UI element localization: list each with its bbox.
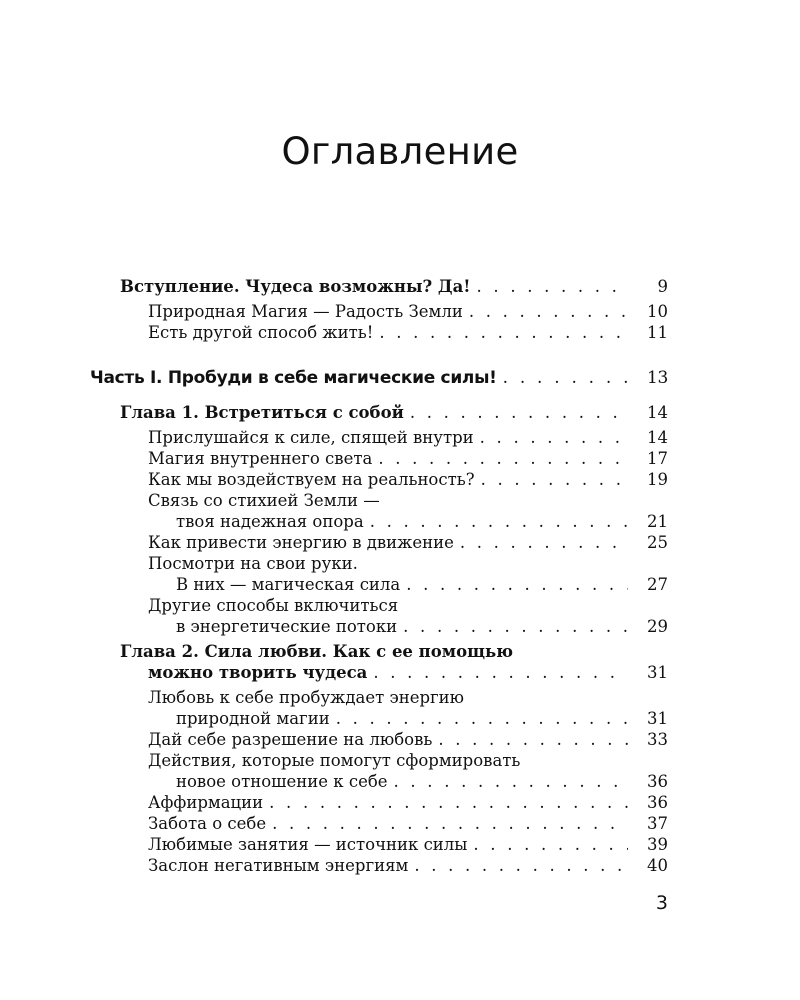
toc-entry[interactable] <box>148 533 668 553</box>
chapter-title: . Сила любви. Как с ее помощью <box>193 642 514 661</box>
toc-entry[interactable] <box>176 575 668 595</box>
entry-label: Любимые занятия — источник силы <box>148 835 468 854</box>
page-ref: 31 <box>647 709 668 728</box>
leader-dots <box>403 617 628 637</box>
toc-entry-intro[interactable] <box>120 277 668 297</box>
chapter-title-line-2: можно творить чудеса <box>148 663 368 682</box>
page-ref: 10 <box>647 302 668 321</box>
entry-label: твоя надежная опора <box>176 512 364 531</box>
entry-label: Забота о себе <box>148 814 267 833</box>
toc-entry[interactable] <box>148 428 668 448</box>
leader-dots <box>480 428 628 448</box>
page-ref: 39 <box>647 835 668 854</box>
leader-dots <box>373 663 628 683</box>
page-title: Оглавление <box>281 130 519 173</box>
toc-entry[interactable] <box>148 449 668 469</box>
leader-dots <box>272 814 628 834</box>
intro-lead: Вступление <box>120 277 234 296</box>
entry-label: Дай себе разрешение на любовь <box>148 730 433 749</box>
entry-label: Есть другой способ жить! <box>148 323 374 342</box>
toc-entry-chapter-2-line-1[interactable] <box>120 642 513 662</box>
page-ref: 9 <box>657 277 668 296</box>
page-ref: 29 <box>647 617 668 636</box>
leader-dots <box>410 403 628 423</box>
entry-label-line: Любовь к себе пробуждает энергию <box>148 688 465 707</box>
leader-dots <box>394 772 628 792</box>
page-ref: 27 <box>647 575 668 594</box>
page-ref: 17 <box>647 449 668 468</box>
entry-label: В них — магическая сила <box>176 575 401 594</box>
toc-entry[interactable] <box>148 470 668 490</box>
toc-entry-chapter-2[interactable] <box>148 663 668 683</box>
page-ref: 33 <box>647 730 668 749</box>
leader-dots <box>473 835 628 855</box>
leader-dots <box>503 368 628 388</box>
toc-entry[interactable] <box>148 793 668 813</box>
leader-dots <box>460 533 628 553</box>
toc-entry[interactable] <box>148 856 668 876</box>
page-ref: 40 <box>647 856 668 875</box>
toc-entry[interactable] <box>176 709 668 729</box>
part-title: . Пробуди в себе магические силы! <box>156 368 497 388</box>
entry-label-line: Посмотри на свои руки. <box>148 554 358 573</box>
toc-entry[interactable] <box>176 512 668 532</box>
leader-dots <box>336 709 628 729</box>
page-ref: 37 <box>647 814 668 833</box>
entry-label: Прислушайся к силе, спящей внутри <box>148 428 474 447</box>
entry-label: Природная Магия — Радость Земли <box>148 302 463 321</box>
entry-label: в энергетические потоки <box>176 617 398 636</box>
leader-dots <box>481 470 628 490</box>
leader-dots <box>406 575 628 595</box>
toc-entry-part-1[interactable] <box>90 368 668 388</box>
entry-label: Как мы воздействуем на реальность? <box>148 470 475 489</box>
chapter-lead: Глава 1 <box>120 403 194 422</box>
toc-entry-chapter-1[interactable] <box>120 403 668 423</box>
entry-label: Заслон негативным энергиям <box>148 856 409 875</box>
page-ref: 21 <box>647 512 668 531</box>
page-ref: 14 <box>647 403 668 422</box>
entry-label: природной магии <box>176 709 330 728</box>
page-ref: 31 <box>647 663 668 682</box>
page-ref: 14 <box>647 428 668 447</box>
entry-label: Магия внутреннего света <box>148 449 373 468</box>
leader-dots <box>269 793 628 813</box>
page-ref: 25 <box>647 533 668 552</box>
entry-label: Аффирмации <box>148 793 264 812</box>
page-ref: 19 <box>647 470 668 489</box>
entry-label-line: Действия, которые помогут сформировать <box>148 751 521 770</box>
leader-dots <box>378 449 628 469</box>
leader-dots <box>438 730 628 750</box>
toc-entry[interactable] <box>176 772 668 792</box>
entry-label: новое отношение к себе <box>176 772 388 791</box>
leader-dots <box>469 302 628 322</box>
entry-label-line: Связь со стихией Земли — <box>148 491 380 510</box>
toc-entry[interactable] <box>148 323 668 343</box>
toc-entry[interactable] <box>148 814 668 834</box>
leader-dots <box>379 323 628 343</box>
toc-entry[interactable] <box>148 302 668 322</box>
chapter-lead: Глава 2 <box>120 642 194 661</box>
page-ref: 36 <box>647 793 668 812</box>
leader-dots <box>370 512 628 532</box>
entry-label-line: Другие способы включиться <box>148 596 399 615</box>
toc-entry[interactable] <box>148 835 668 855</box>
part-lead: Часть I <box>90 368 157 388</box>
leader-dots <box>414 856 628 876</box>
toc-entry[interactable] <box>176 617 668 637</box>
intro-title: . Чудеса возможны? Да! <box>233 277 471 296</box>
chapter-title: . Встретиться с собой <box>193 403 404 422</box>
toc-entry[interactable] <box>148 730 668 750</box>
leader-dots <box>477 277 628 297</box>
page-number: 3 <box>655 892 668 914</box>
page-ref: 13 <box>646 368 668 388</box>
page-ref: 11 <box>647 323 668 342</box>
page-ref: 36 <box>647 772 668 791</box>
entry-label: Как привести энергию в движение <box>148 533 454 552</box>
